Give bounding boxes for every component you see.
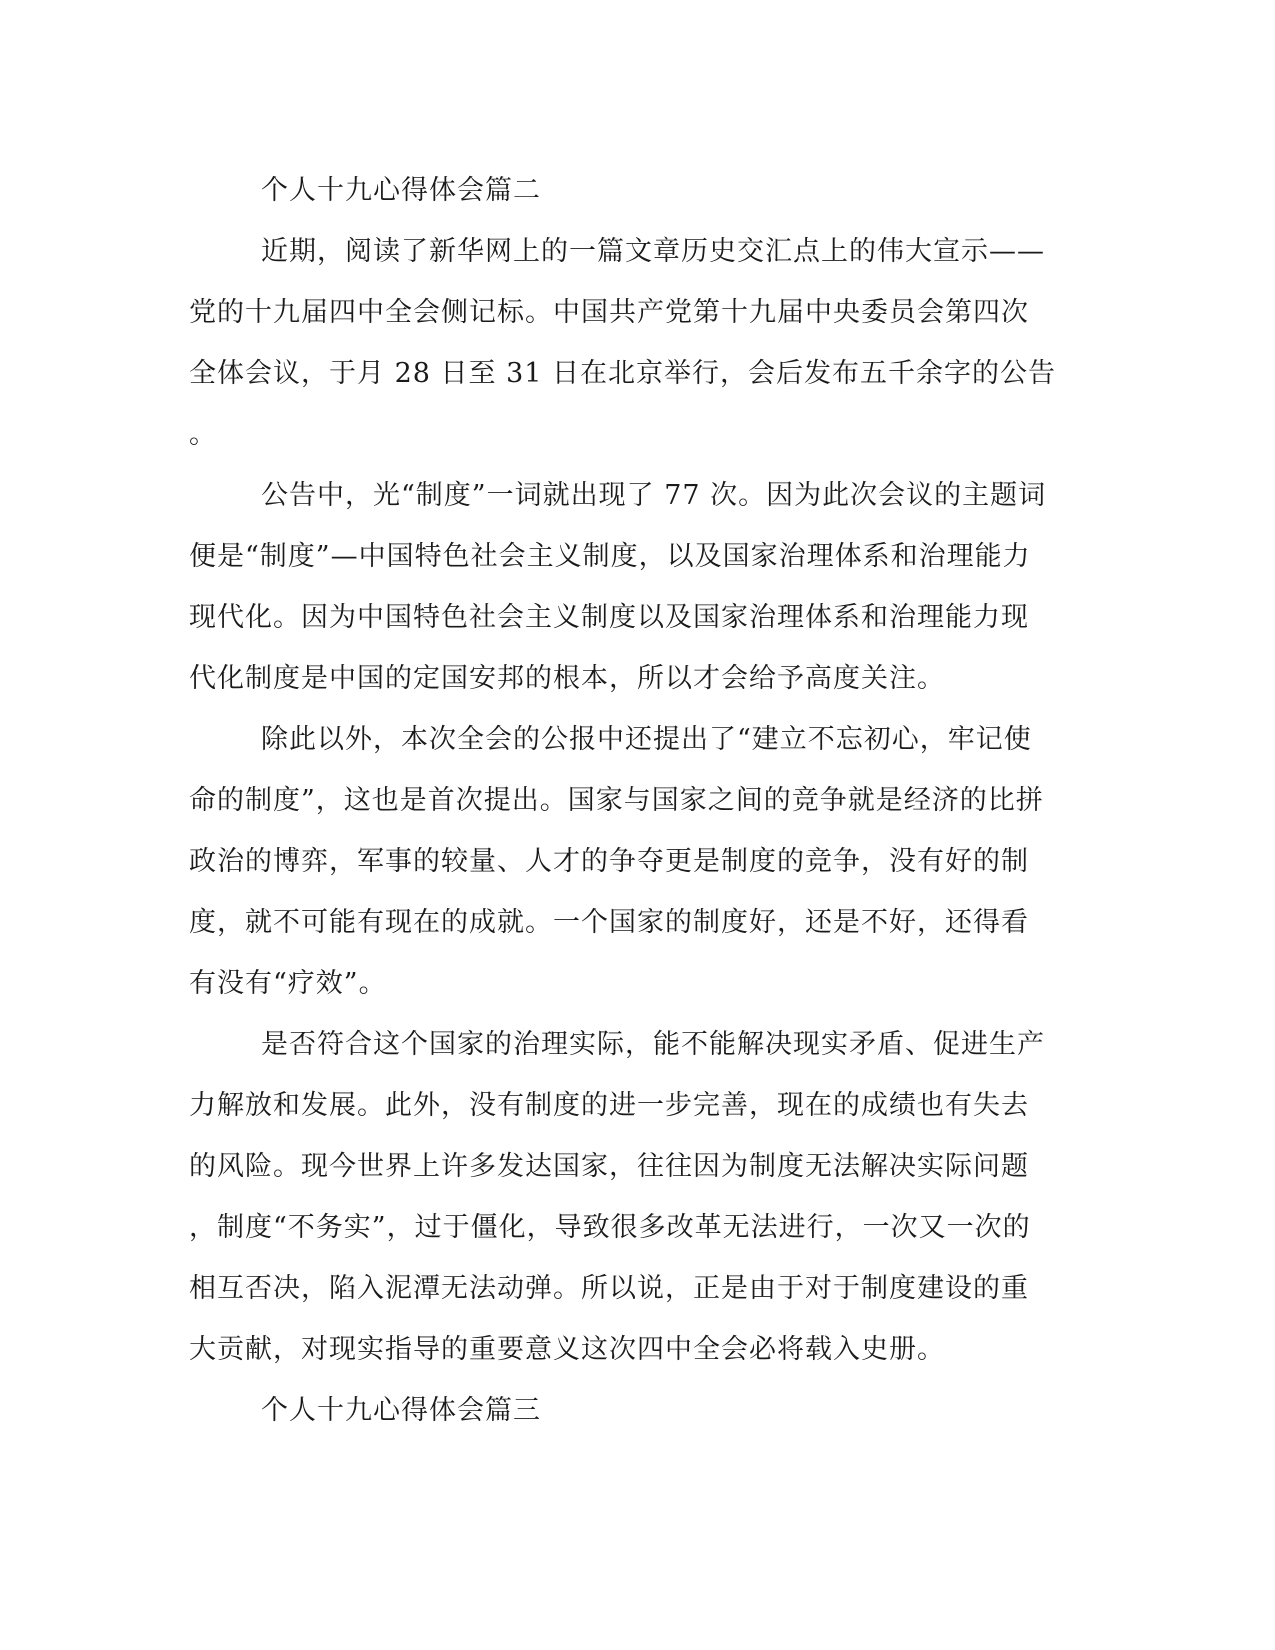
paragraph-line: 力解放和发展。此外，没有制度的进一步完善，现在的成绩也有失去 [189, 1090, 1029, 1121]
paragraph-line: 除此以外，本次全会的公报中还提出了“建立不忘初心，牢记使 [261, 724, 1032, 755]
paragraph-line: 便是“制度”—中国特色社会主义制度，以及国家治理体系和治理能力 [189, 541, 1031, 572]
paragraph-line: 命的制度”，这也是首次提出。国家与国家之间的竞争就是经济的比拼 [189, 785, 1044, 816]
paragraph-line: 有没有“疗效”。 [189, 968, 387, 999]
document-body [189, 160, 1059, 1441]
section-heading: 个人十九心得体会篇三 [261, 1395, 541, 1426]
paragraph-line: 。 [189, 419, 217, 450]
paragraph-line: 相互否决，陷入泥潭无法动弹。所以说，正是由于对于制度建设的重 [189, 1273, 1029, 1304]
paragraph-line: 大贡献，对现实指导的重要意义这次四中全会必将载入史册。 [189, 1334, 945, 1365]
paragraph-line: 代化制度是中国的定国安邦的根本，所以才会给予高度关注。 [189, 663, 945, 694]
paragraph-line: ，制度“不务实”，过于僵化，导致很多改革无法进行，一次又一次的 [189, 1212, 1031, 1243]
paragraph-line: 政治的博弈，军事的较量、人才的争夺更是制度的竞争，没有好的制 [189, 846, 1029, 877]
paragraph-line: 公告中，光“制度”一词就出现了 77 次。因为此次会议的主题词 [261, 480, 1047, 511]
paragraph-line: 的风险。现今世界上许多发达国家，往往因为制度无法解决实际问题 [189, 1151, 1029, 1182]
paragraph-line: 是否符合这个国家的治理实际，能不能解决现实矛盾、促进生产 [261, 1029, 1045, 1060]
paragraph-line: 度，就不可能有现在的成就。一个国家的制度好，还是不好，还得看 [189, 907, 1029, 938]
paragraph-line: 近期，阅读了新华网上的一篇文章历史交汇点上的伟大宣示—— [261, 236, 1045, 267]
paragraph-line: 全体会议，于月 28 日至 31 日在北京举行，会后发布五千余字的公告 [189, 358, 1057, 389]
paragraph-line: 党的十九届四中全会侧记标。中国共产党第十九届中央委员会第四次 [189, 297, 1029, 328]
paragraph-line: 现代化。因为中国特色社会主义制度以及国家治理体系和治理能力现 [189, 602, 1029, 633]
section-heading: 个人十九心得体会篇二 [261, 175, 541, 206]
